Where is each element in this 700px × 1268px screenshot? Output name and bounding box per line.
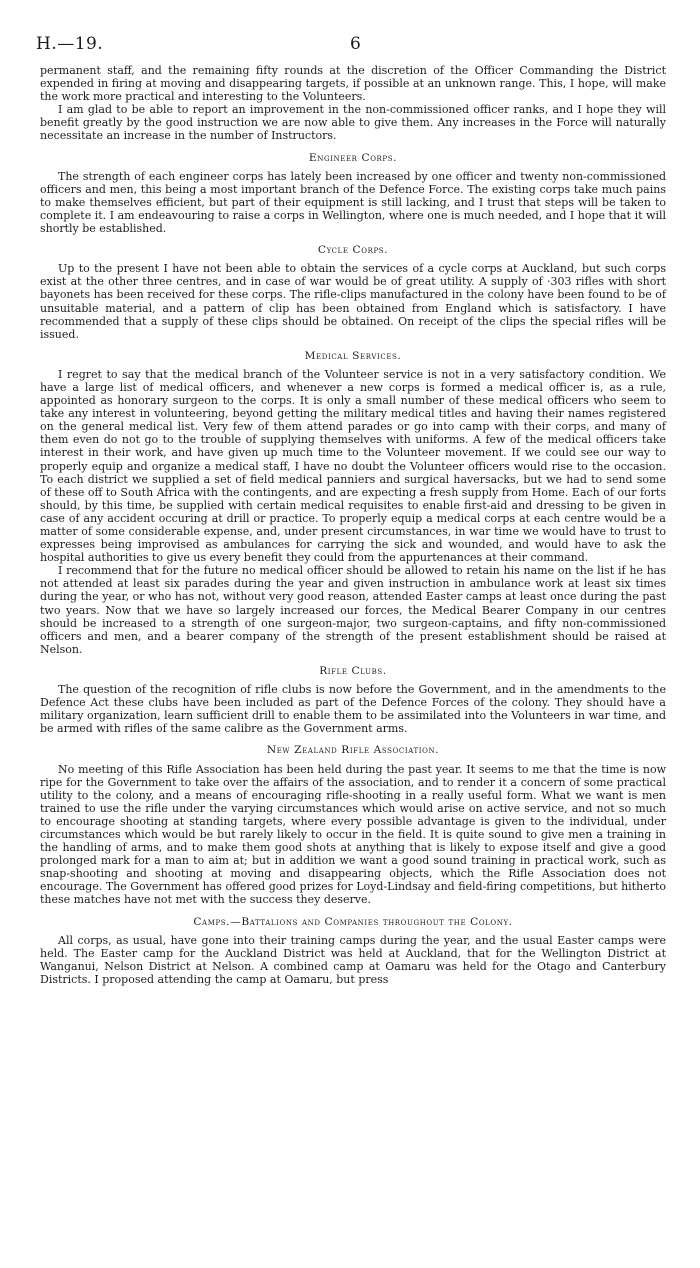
paragraph: No meeting of this Rifle Association has been held during the past year. It seems to me that the time is now ripe for the Government to take over the affairs of the association, and to render it a concern of some practical utility to the colony, and a means of encouraging rifle-shooting in a really useful form. What we want is men trained to use the rifle under the varying circumstances which would arise on active service, and not so much to encourage shooting at standing targets, where every possible advantage is given to the individual, under circumstances which would be but rarely likely to occur in the field. It is quite sound to give men a training in the handling of arms, and to make them good shots at anything that is likely to expose itself and give a good prolonged mark for a man to aim at; but in addition we want a good sound training in practical work, such as snap-shooting and shooting at moving and disappearing objects, which the Rifle Association does not encourage. The Government has offered good prizes for Loyd-Lindsay and field-firing competitions, but hitherto these matches have not met with the success they deserve.: [40, 762, 666, 907]
section-heading-medical-services: Medical Services.: [304, 349, 402, 362]
paragraph: I recommend that for the future no medical officer should be allowed to retain his name on the list if he has not attended at least six parades during the year and given instruction in ambulance work at least six times during the year, or who has not, without very good reason, attended Easter camps at least once during the past two years. Now that we have so largely increased our forces, the Medical Bearer Company in our centres should be increased to a strength of one surgeon-major, two surgeon-captains, and fifty non-commissioned officers and men, and a bearer company of the strength of the present establishment should be raised at Nelson.: [40, 564, 666, 656]
section-heading-camps: Camps.—Battalions and Companies throughout the Colony.: [193, 915, 513, 928]
page-number: 6: [350, 34, 361, 54]
document-reference: H.—19.: [36, 34, 104, 54]
paragraph: Up to the present I have not been able to obtain the services of a cycle corps at Auckland, but such corps exist at the other three centres, and in case of war would be of great utility. A supply of ·303 rifles with short bayonets has been received for these corps. The rifle-clips manufactured in the colony have been found to be of unsuitable material, and a pattern of clip has been obtained from England which is satisfactory. I have recommended that a supply of these clips should be obtained. On receipt of the clips the special rifles will be issued.: [40, 262, 666, 341]
section-heading-rifle-association: New Zealand Rifle Association.: [266, 744, 440, 757]
paragraph: The question of the recognition of rifle clubs is now before the Government, and in the amendments to the Defence Act these clubs have been included as part of the Defence Forces of the colony. They should have a military organization, learn sufficient drill to enable them to be assimilated into the Volunteers in war time, and be armed with rifles of the same calibre as the Government arms.: [40, 683, 666, 736]
section-heading-cycle-corps: Cycle Corps.: [317, 244, 389, 257]
document-body: [40, 64, 666, 986]
paragraph: All corps, as usual, have gone into their training camps during the year, and the usual Easter camps were held. The Easter camp for the Auckland District was held at Auckland, that for the Wellington District at Wanganui, Nelson District at Nelson. A combined camp at Oamaru was held for the Otago and Canterbury Districts. I proposed attending the camp at Oamaru, but press: [40, 933, 666, 986]
paragraph: I am glad to be able to report an improvement in the non-commissioned officer ranks, and I hope they will benefit greatly by the good instruction we are now able to give them. Any increases in the Force will naturally necessitate an increase in the number of Instructors.: [40, 103, 666, 143]
page-header: [36, 34, 664, 56]
paragraph: I regret to say that the medical branch of the Volunteer service is not in a very satisfactory condition. We have a large list of medical officers, and whenever a new corps is formed a medical officer is, as a rule, appointed as honorary surgeon to the corps. It is only a small number of these medical officers who seem to take any interest in volunteering, beyond getting the military medical titles and having their names registered on the general medical list. Very few of them attend parades or go into camp with their corps, and many of them even do not go to the trouble of supplying themselves with uniforms. A few of the medical officers take interest in their work, and have given up much time to the Volunteer movement. If we could see our way to properly equip and organize a medical staff, I have no doubt the Volunteer officers would rise to the occasion. To each district we supplied a set of field medical panniers and surgical haversacks, but we had to send some of these off to South Africa with the contingents, and are expecting a fresh supply from Home. Each of our forts should, by this time, be supplied with certain medical requisites to enable first-aid and dressing to be given in case of any accident occuring at drill or practice. To properly equip a medical corps at each centre would be a matter of some considerable expense, and, under present circumstances, in war time we would have to trust to expresses being improvised as ambulances for carrying the sick and wounded, and would have to ask the hospital authorities to give us every benefit they could from the appurtenances at their command.: [40, 367, 666, 565]
paragraph: The strength of each engineer corps has lately been increased by one officer and twenty non-commissioned officers and men, this being a most important branch of the Defence Force. The existing corps take much pains to make themselves efficient, but part of their equipment is still lacking, and I trust that steps will be taken to complete it. I am endeavouring to raise a corps in Wellington, where one is much needed, and I hope that it will shortly be established.: [40, 169, 666, 236]
section-heading-engineer-corps: Engineer Corps.: [308, 151, 398, 164]
section-heading-rifle-clubs: Rifle Clubs.: [319, 664, 387, 677]
paragraph: permanent staff, and the remaining fifty rounds at the discretion of the Officer Commanding the District expended in firing at moving and disappearing targets, if possible at an unknown range. This, I hope, will make the work more practical and interesting to the Volunteers.: [40, 64, 666, 104]
